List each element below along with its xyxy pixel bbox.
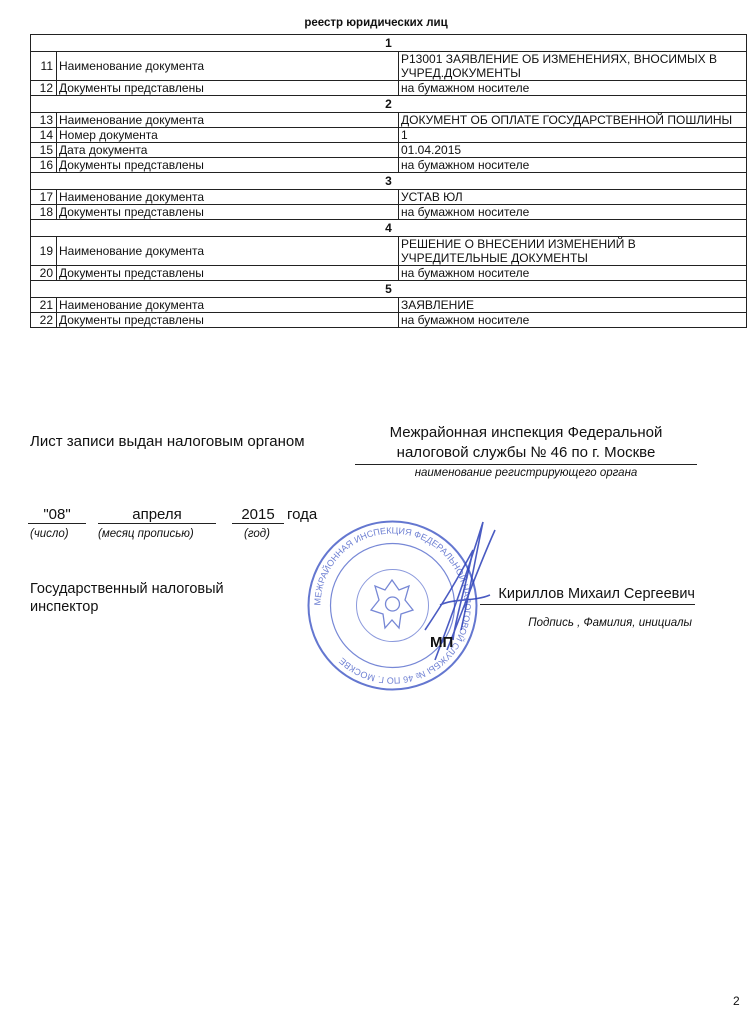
- row-value: на бумажном носителе: [399, 205, 747, 220]
- row-number: 19: [31, 237, 57, 266]
- row-value: 1: [399, 128, 747, 143]
- row-label: Наименование документа: [57, 237, 399, 266]
- registry-table: [30, 34, 747, 328]
- row-number: 15: [31, 143, 57, 158]
- section-number: 4: [31, 220, 747, 237]
- row-value: на бумажном носителе: [399, 313, 747, 328]
- row-number: 16: [31, 158, 57, 173]
- table-row: [31, 158, 747, 173]
- section-header-row: [31, 96, 747, 113]
- page-number: 2: [733, 994, 740, 1008]
- table-row: [31, 52, 747, 81]
- row-value: 01.04.2015: [399, 143, 747, 158]
- row-value: на бумажном носителе: [399, 81, 747, 96]
- row-number: 18: [31, 205, 57, 220]
- row-number: 20: [31, 266, 57, 281]
- table-row: [31, 190, 747, 205]
- table-row: [31, 313, 747, 328]
- row-label: Номер документа: [57, 128, 399, 143]
- document-header: реестр юридических лиц: [304, 17, 448, 29]
- table-row: [31, 128, 747, 143]
- row-value: УСТАВ ЮЛ: [399, 190, 747, 205]
- row-label: Наименование документа: [57, 113, 399, 128]
- section-number: 3: [31, 173, 747, 190]
- row-label: Наименование документа: [57, 190, 399, 205]
- section-header-row: [31, 220, 747, 237]
- row-label: Документы представлены: [57, 158, 399, 173]
- row-value: ЗАЯВЛЕНИЕ: [399, 298, 747, 313]
- section-number: 1: [31, 35, 747, 52]
- table-row: [31, 237, 747, 266]
- section-header-row: [31, 281, 747, 298]
- row-label: Документы представлены: [57, 81, 399, 96]
- row-value: на бумажном носителе: [399, 158, 747, 173]
- row-number: 13: [31, 113, 57, 128]
- row-number: 14: [31, 128, 57, 143]
- date-year: 2015: [232, 506, 284, 524]
- month-hint: (месяц прописью): [98, 528, 194, 540]
- table-row: [31, 81, 747, 96]
- stamp-label: МП: [430, 634, 454, 651]
- row-number: 21: [31, 298, 57, 313]
- row-value: ДОКУМЕНТ ОБ ОПЛАТЕ ГОСУДАРСТВЕННОЙ ПОШЛИНЫ: [399, 113, 747, 128]
- table-row: [31, 266, 747, 281]
- row-value: РЕШЕНИЕ О ВНЕСЕНИИ ИЗМЕНЕНИЙ В УЧРЕДИТЕЛЬНЫЕ ДОКУМЕНТЫ: [399, 237, 747, 266]
- table-row: [31, 143, 747, 158]
- organ-name: Межрайонная инспекция Федеральной налоговой службы № 46 по г. Москве: [355, 423, 697, 465]
- section-number: 2: [31, 96, 747, 113]
- section-header-row: [31, 35, 747, 52]
- signature-hint: Подпись , Фамилия, инициалы: [528, 617, 692, 629]
- table-row: [31, 113, 747, 128]
- table-row: [31, 205, 747, 220]
- row-label: Документы представлены: [57, 313, 399, 328]
- row-number: 22: [31, 313, 57, 328]
- issued-label: Лист записи выдан налоговым органом: [30, 433, 305, 450]
- inspector-position: Государственный налоговый инспектор: [30, 581, 224, 615]
- row-label: Наименование документа: [57, 52, 399, 81]
- row-label: Документы представлены: [57, 205, 399, 220]
- section-number: 5: [31, 281, 747, 298]
- row-label: Дата документа: [57, 143, 399, 158]
- row-number: 12: [31, 81, 57, 96]
- row-label: Документы представлены: [57, 266, 399, 281]
- organ-hint: наименование регистрирующего органа: [414, 467, 638, 479]
- row-number: 17: [31, 190, 57, 205]
- row-number: 11: [31, 52, 57, 81]
- year-hint: (год): [244, 528, 270, 540]
- table-row: [31, 298, 747, 313]
- section-header-row: [31, 173, 747, 190]
- date-day: "08": [28, 506, 86, 524]
- day-hint: (число): [30, 528, 69, 540]
- inspector-name: Кириллов Михаил Сергеевич: [480, 586, 695, 605]
- date-suffix: года: [287, 506, 318, 523]
- svg-text:МЕЖРАЙОННАЯ ИНСПЕКЦИЯ ФЕДЕРАЛЬ: МЕЖРАЙОННАЯ ИНСПЕКЦИЯ ФЕДЕРАЛЬНОЙ НАЛОГОВОЙ СЛУЖБЫ № 46 ПО Г. МОСКВЕ: [312, 525, 473, 686]
- row-value: Р13001 ЗАЯВЛЕНИЕ ОБ ИЗМЕНЕНИЯХ, ВНОСИМЫХ В УЧРЕД.ДОКУМЕНТЫ: [399, 52, 747, 81]
- row-label: Наименование документа: [57, 298, 399, 313]
- date-month: апреля: [98, 506, 216, 524]
- row-value: на бумажном носителе: [399, 266, 747, 281]
